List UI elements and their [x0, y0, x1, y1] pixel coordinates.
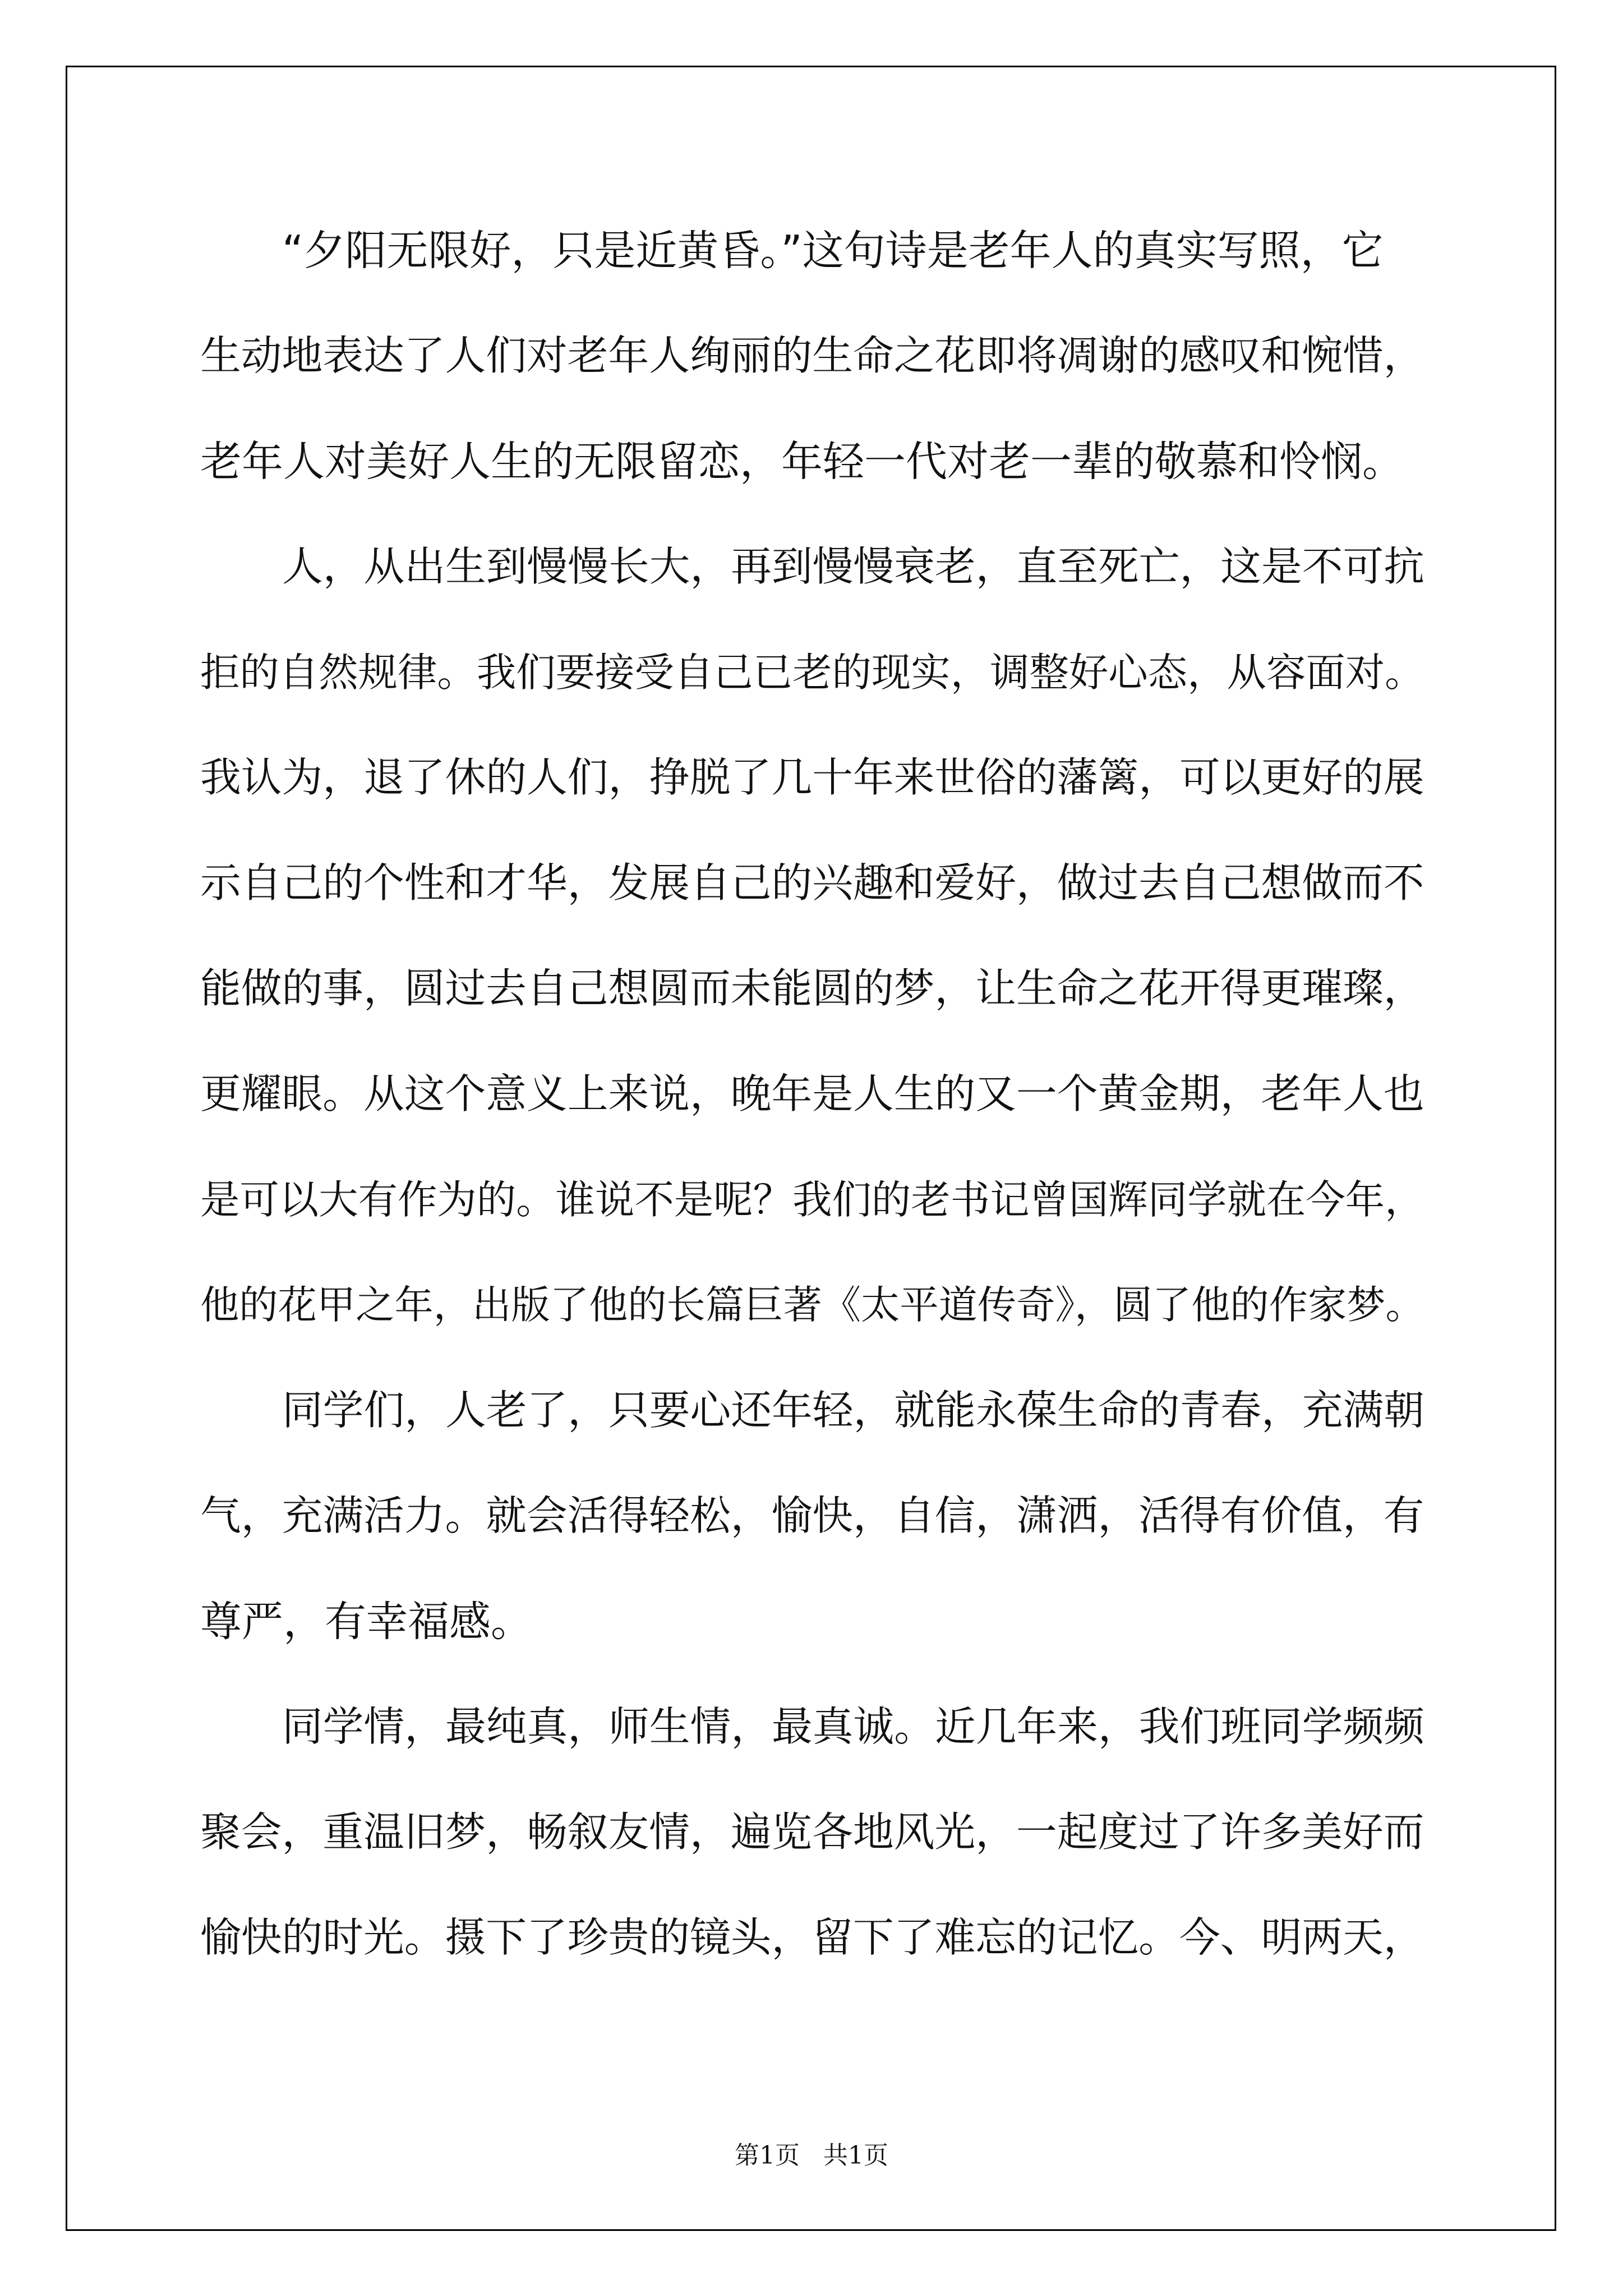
paragraph-2-line-6: 更耀眼。从这个意义上来说，晚年是人生的又一个黄金期，老年人也: [200, 1070, 1424, 1118]
paragraph-4-line-2: 聚会，重温旧梦，畅叙友情，遍览各地风光，一起度过了许多美好而: [200, 1809, 1424, 1856]
paragraph-1-line-2: 生动地表达了人们对老年人绚丽的生命之花即将凋谢的感叹和惋惜，: [200, 332, 1424, 380]
paragraph-2-line-5: 能做的事，圆过去自己想圆而未能圆的梦，让生命之花开得更璀璨，: [200, 965, 1424, 1013]
paragraph-2-line-2: 拒的自然规律。我们要接受自己已老的现实，调整好心态，从容面对。: [200, 650, 1424, 696]
paragraph-3-line-3: 尊严，有幸福感。: [200, 1598, 532, 1646]
paragraph-1-line-3: 老年人对美好人生的无限留恋，年轻一代对老一辈的敬慕和怜悯。: [200, 438, 1404, 486]
paragraph-4-line-3: 愉快的时光。摄下了珍贵的镜头，留下了难忘的记忆。今、明两天，: [200, 1914, 1424, 1962]
page-border: [66, 66, 1556, 2231]
paragraph-2-line-7: 是可以大有作为的。谁说不是呢？我们的老书记曾国辉同学就在今年，: [200, 1177, 1424, 1223]
paragraph-4-line-1: 同学情，最纯真，师生情，最真诚。近几年来，我们班同学频频: [282, 1703, 1425, 1751]
paragraph-3-line-2: 气，充满活力。就会活得轻松，愉快，自信，潇洒，活得有价值，有: [200, 1492, 1424, 1540]
paragraph-2-line-3: 我认为，退了休的人们，挣脱了几十年来世俗的藩篱，可以更好的展: [200, 754, 1424, 802]
paragraph-2-line-1: 人，从出生到慢慢长大，再到慢慢衰老，直至死亡，这是不可抗: [282, 543, 1425, 591]
paragraph-1-line-1: “夕阳无限好，只是近黄昏。”这句诗是老年人的真实写照，它: [282, 227, 1384, 275]
paragraph-2-line-4: 示自己的个性和才华，发展自己的兴趣和爱好，做过去自己想做而不: [200, 859, 1424, 907]
page-footer: 第1页 共1页: [735, 2141, 888, 2170]
paragraph-3-line-1: 同学们，人老了，只要心还年轻，就能永葆生命的青春，充满朝: [282, 1387, 1425, 1434]
paragraph-2-line-8: 他的花甲之年，出版了他的长篇巨著《太平道传奇》，圆了他的作家梦。: [200, 1283, 1424, 1328]
